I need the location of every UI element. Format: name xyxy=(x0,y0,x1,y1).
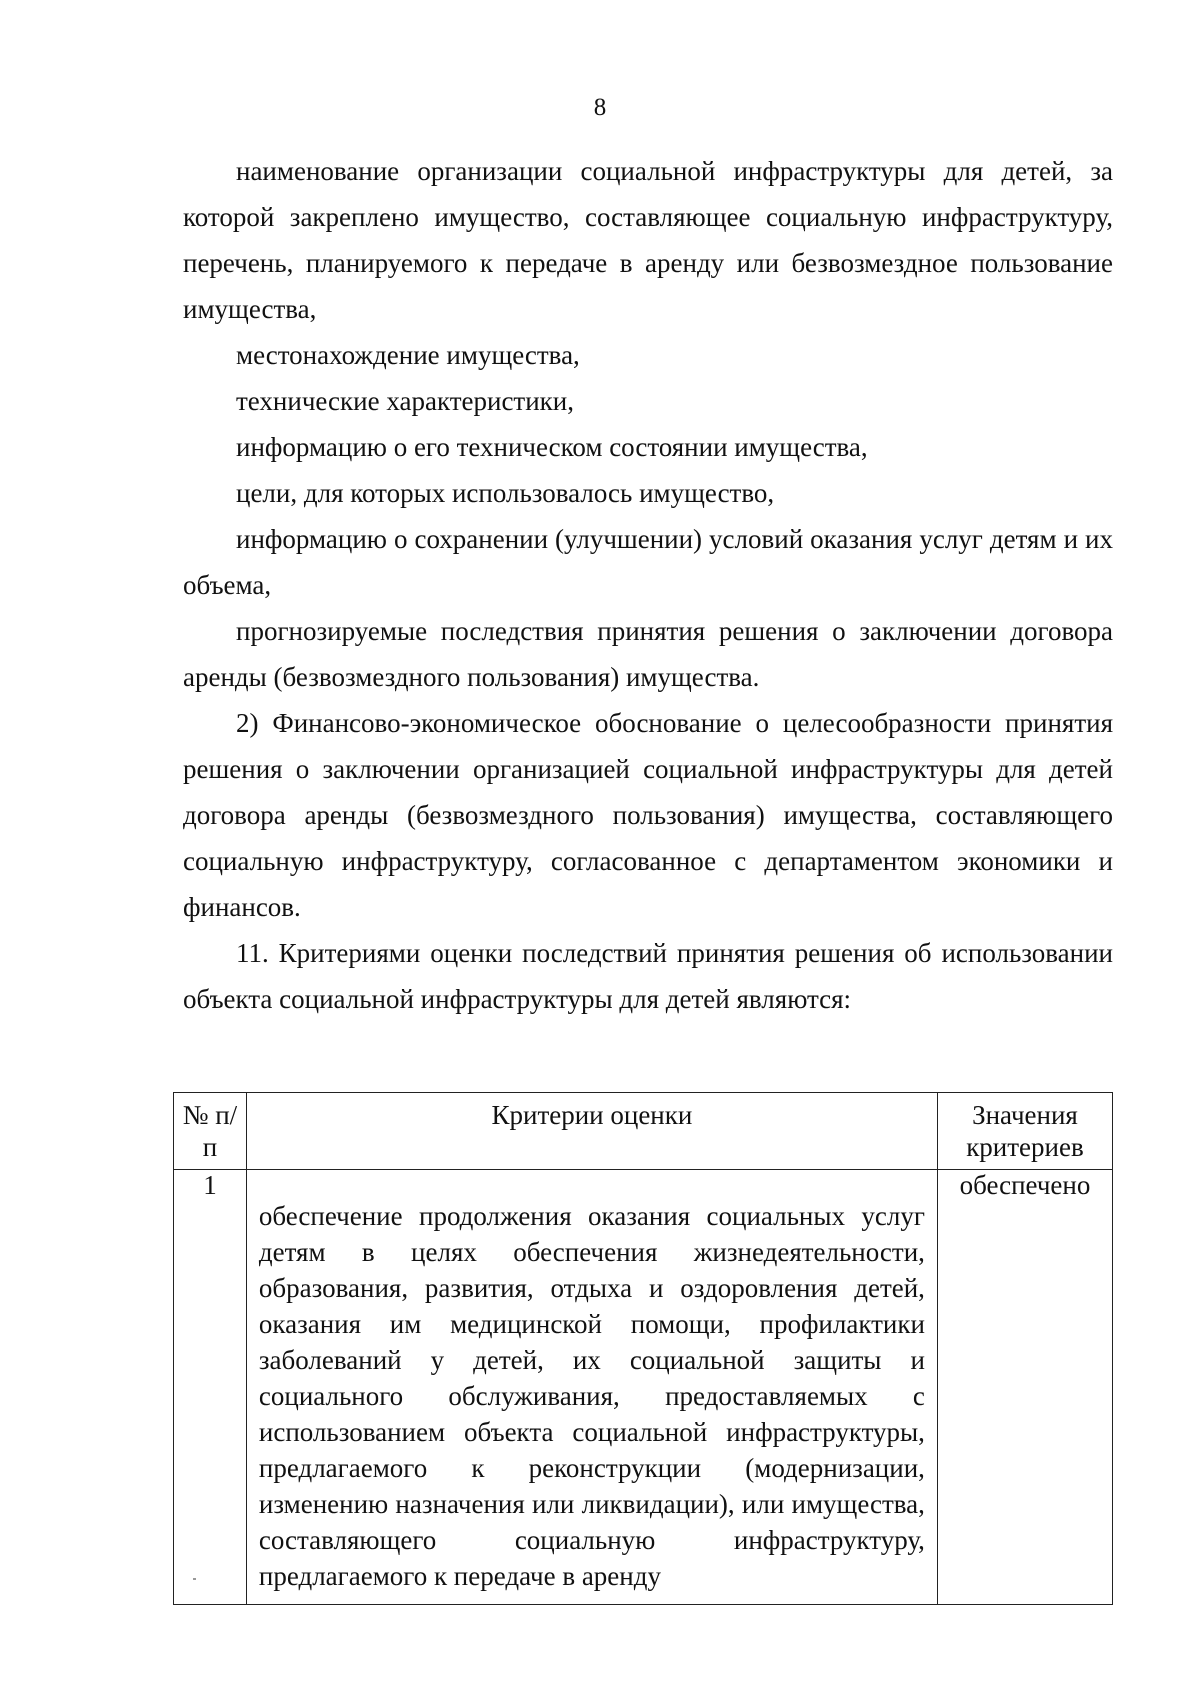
table-header-row xyxy=(174,1093,1113,1170)
paragraph-technical-condition: информацию о его техническом состоянии имущества, xyxy=(236,432,868,462)
criteria-table xyxy=(173,1092,1113,1605)
header-criteria: Критерии оценки xyxy=(246,1093,937,1170)
scan-speck xyxy=(193,1578,196,1580)
row-criteria: обеспечение продолжения оказания социальных услуг детям в целях обеспечения жизнедеятельности, образования, развития, отдыха и оздоровления детей, оказания им медицинской помощи, профилактики заболеваний у детей, их социальной защиты и социального обслуживания, предоставляемых с использованием объекта социальной инфраструктуры, предлагаемого к реконструкции (модернизации, изменению назначения или ликвидации), или имущества, составляющего социальную инфраструктуру, предлагаемого к передаче в аренду xyxy=(246,1170,937,1605)
body-text xyxy=(183,148,1113,1022)
row-number: 1 xyxy=(174,1170,247,1605)
row-value: обеспечено xyxy=(937,1170,1112,1605)
paragraph-usage-purposes: цели, для которых использовалось имущество, xyxy=(236,478,775,508)
paragraph-financial-justification: 2) Финансово-экономическое обоснование о целесообразности принятия решения о заключении организацией социальной инфраструктуры для детей договора аренды (безвозмездного пользования) имущества, составляющего социальную инфраструктуру, согласованное с департаментом экономики и финансов. xyxy=(183,708,1113,922)
paragraph-section-11: 11. Критериями оценки последствий принятия решения об использовании объекта социальной инфраструктуры для детей являются: xyxy=(183,938,1113,1014)
paragraph-service-conditions: информацию о сохранении (улучшении) условий оказания услуг детям и их объема, xyxy=(183,524,1113,600)
paragraph-organization-name: наименование организации социальной инфраструктуры для детей, за которой закреплено имущество, составляющее социальную инфраструктуру, перечень, планируемого к передаче в аренду или безвозмездное пользование имущества, xyxy=(183,156,1113,324)
paragraph-property-location: местонахождение имущества, xyxy=(236,340,580,370)
header-number: № п/п xyxy=(174,1093,247,1170)
paragraph-technical-characteristics: технические характеристики, xyxy=(236,386,575,416)
header-values: Значения критериев xyxy=(937,1093,1112,1170)
page-number: 8 xyxy=(593,94,607,121)
table-row xyxy=(174,1170,1113,1605)
paragraph-forecast-consequences: прогнозируемые последствия принятия решения о заключении договора аренды (безвозмездного пользования) имущества. xyxy=(183,616,1113,692)
